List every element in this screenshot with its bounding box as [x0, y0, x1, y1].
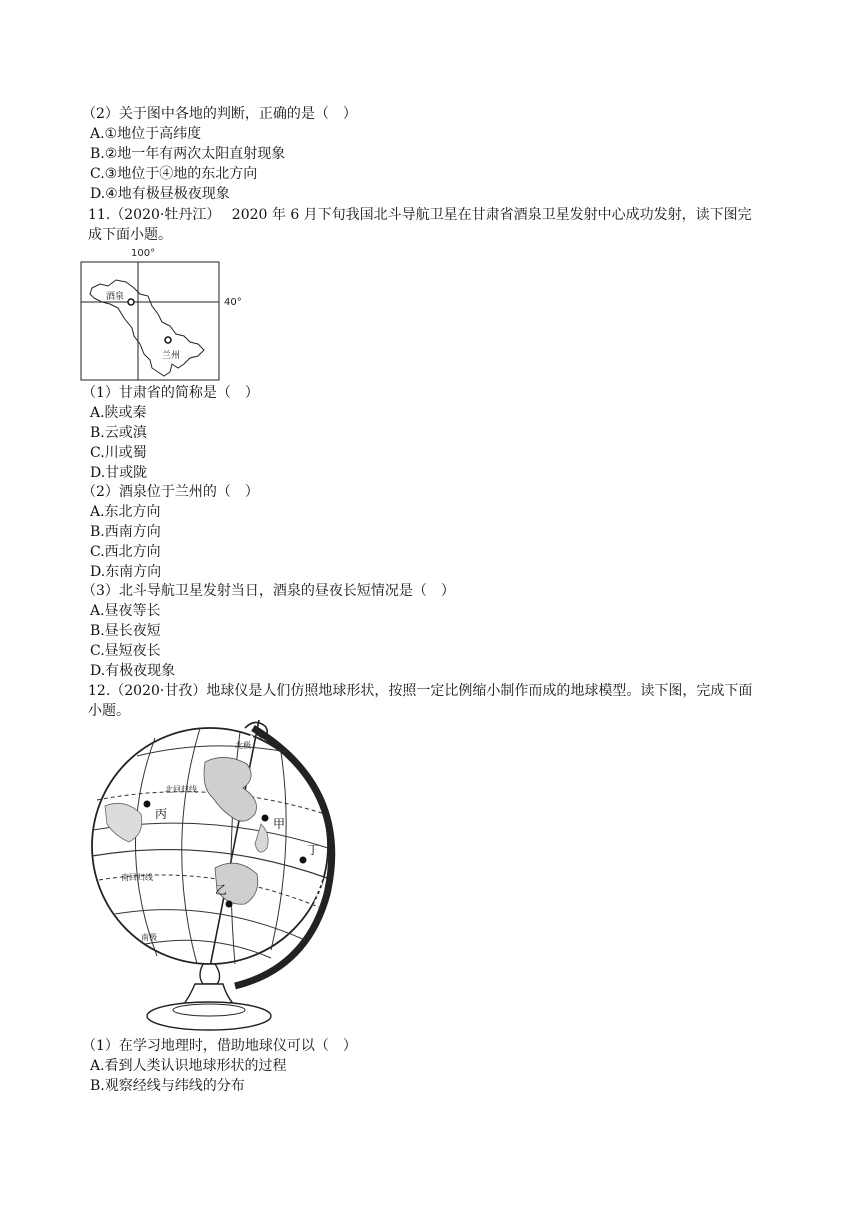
- point-bing-label: 丙: [155, 807, 168, 821]
- jiuquan-label: 酒泉: [106, 292, 125, 302]
- q10-sub2-option-d: D.④地有极昼极夜现象: [90, 186, 230, 202]
- q11-sub3-option-a: A.昼夜等长: [90, 603, 161, 619]
- tropic-capricorn-label: 南回归线: [121, 873, 153, 882]
- q11-sub2-option-c: C.西北方向: [90, 544, 161, 560]
- q11-sub1-option-c: C.川或蜀: [90, 445, 147, 461]
- globe-stem: [200, 964, 220, 984]
- point-yi-dot: [226, 901, 233, 908]
- q11-sub1-option-a: A.陕或秦: [90, 405, 147, 421]
- q11-sub2-option-b: B.西南方向: [90, 524, 161, 540]
- q10-sub2-stem: （2）关于图中各地的判断，正确的是（ ）: [82, 106, 357, 122]
- point-ding-dot: [300, 857, 307, 864]
- map-lon-label: 100°: [131, 248, 156, 259]
- q11-sub1-option-b: B.云或滇: [90, 425, 147, 441]
- point-yi-label: 乙: [215, 883, 228, 897]
- north-label: 北极: [235, 741, 251, 750]
- q11-sub3-option-b: B.昼长夜短: [90, 623, 161, 639]
- point-ding-label: 丁: [307, 843, 320, 857]
- q10-sub2-option-c: C.③地位于④地的东北方向: [90, 166, 258, 182]
- q11-sub3-option-c: C.昼短夜长: [90, 643, 161, 659]
- lanzhou-label: 兰州: [162, 351, 181, 361]
- q11-sub2-option-d: D.东南方向: [90, 564, 162, 580]
- q12-sub1-stem: （1）在学习地理时，借助地球仪可以（ ）: [82, 1038, 357, 1054]
- tropic-cancer-label: 北回归线: [165, 785, 197, 794]
- q12-stem-line1: 12.（2020·甘孜）地球仪是人们仿照地球形状，按照一定比例缩小制作而成的地球模型。读下图，完成下面: [88, 683, 753, 699]
- point-jia-dot: [262, 815, 269, 822]
- q11-sub3-stem: （3）北斗导航卫星发射当日，酒泉的昼夜长短情况是（ ）: [82, 583, 455, 599]
- map-lat-label: 40°: [224, 297, 242, 308]
- q12-sub1-option-a: A.看到人类认识地球形状的过程: [90, 1058, 287, 1074]
- q12-stem-line2: 小题。: [88, 703, 130, 719]
- jiuquan-dot: [128, 299, 134, 305]
- point-bing-dot: [144, 801, 151, 808]
- q11-stem-line1: 11.（2020·牡丹江） 2020 年 6 月下旬我国北斗导航卫星在甘肃省酒泉卫星发射中心成功发射，读下图完: [88, 207, 752, 223]
- q11-sub2-stem: （2）酒泉位于兰州的（ ）: [82, 484, 259, 500]
- q11-sub2-option-a: A.东北方向: [90, 504, 161, 520]
- south-label: 南极: [141, 933, 157, 942]
- q11-sub3-option-d: D.有极夜现象: [90, 663, 176, 679]
- q10-sub2-option-b: B.②地一年有两次太阳直射现象: [90, 146, 286, 162]
- gansu-map-figure: [78, 244, 253, 384]
- q12-sub1-option-b: B.观察经线与纬线的分布: [90, 1078, 245, 1094]
- q10-sub2-option-a: A.①地位于高纬度: [90, 126, 202, 142]
- point-jia-label: 甲: [273, 817, 286, 831]
- q11-sub1-option-d: D.甘或陇: [90, 465, 148, 481]
- q11-sub1-stem: （1）甘肃省的简称是（ ）: [82, 385, 259, 401]
- q11-stem-line2: 成下面小题。: [88, 227, 172, 243]
- map-frame: [81, 262, 219, 380]
- globe-figure: [85, 718, 355, 1036]
- lanzhou-dot: [165, 337, 171, 343]
